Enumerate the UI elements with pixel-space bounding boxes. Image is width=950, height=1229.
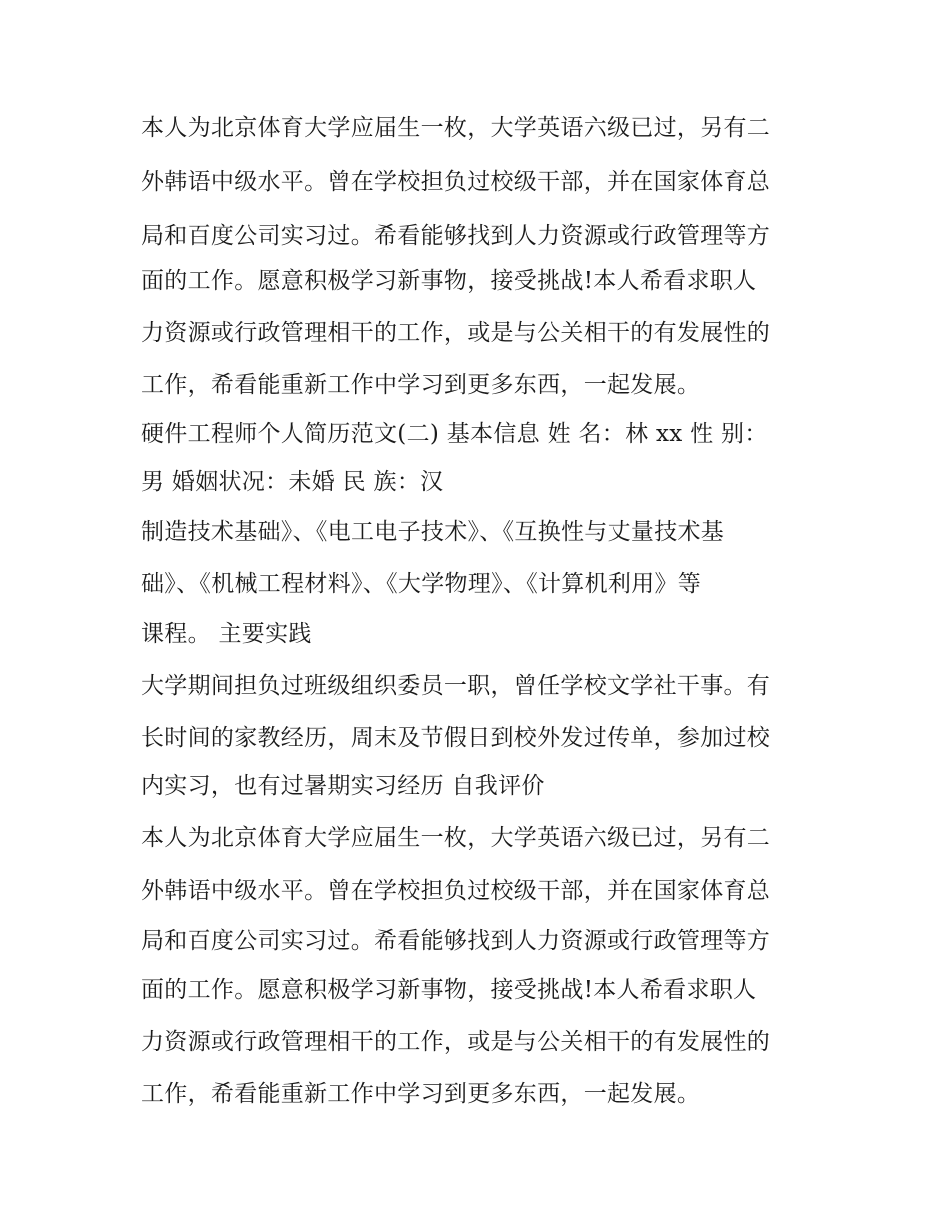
text-line: 面的工作。愿意积极学习新事物，接受挑战!本人希看求职人 <box>141 268 757 294</box>
text-line: 局和百度公司实习过。希看能够找到人力资源或行政管理等方 <box>141 223 771 249</box>
text-line: 础》、《机械工程材料》、《大学物理》、《计算机利用》等 <box>141 571 702 597</box>
text-line: 力资源或行政管理相干的工作，或是与公关相干的有发展性的 <box>141 1029 771 1055</box>
text-line: 外韩语中级水平。曾在学校担负过校级干部，并在国家体育总 <box>141 169 771 195</box>
text-line: 长时间的家教经历，周末及节假日到校外发过传单，参加过校 <box>141 725 771 751</box>
text-line: 工作，希看能重新工作中学习到更多东西，一起发展。 <box>141 372 701 398</box>
text-line: 课程。 主要实践 <box>141 621 312 647</box>
text-line: 内实习，也有过暑期实习经历 自我评价 <box>141 773 545 799</box>
text-line: 工作，希看能重新工作中学习到更多东西，一起发展。 <box>141 1081 701 1107</box>
text-line: 大学期间担负过班级组织委员一职，曾任学校文学社干事。有 <box>141 673 771 699</box>
text-line: 本人为北京体育大学应届生一枚，大学英语六级已过，另有二 <box>141 115 771 141</box>
text-line: 局和百度公司实习过。希看能够找到人力资源或行政管理等方 <box>141 928 771 954</box>
text-line: 男 婚姻状况：未婚 民 族：汉 <box>141 469 444 495</box>
text-line: 本人为北京体育大学应届生一枚，大学英语六级已过，另有二 <box>141 825 771 851</box>
text-line: 制造技术基础》、《电工电子技术》、《互换性与丈量技术基 <box>141 519 725 545</box>
text-line: 力资源或行政管理相干的工作，或是与公关相干的有发展性的 <box>141 320 771 346</box>
text-line: 外韩语中级水平。曾在学校担负过校级干部，并在国家体育总 <box>141 878 771 904</box>
text-line: 面的工作。愿意积极学习新事物，接受挑战!本人希看求职人 <box>141 977 757 1003</box>
heading-line: 硬件工程师个人简历范文(二) 基本信息 姓 名：林 xx 性 别： <box>141 421 768 447</box>
